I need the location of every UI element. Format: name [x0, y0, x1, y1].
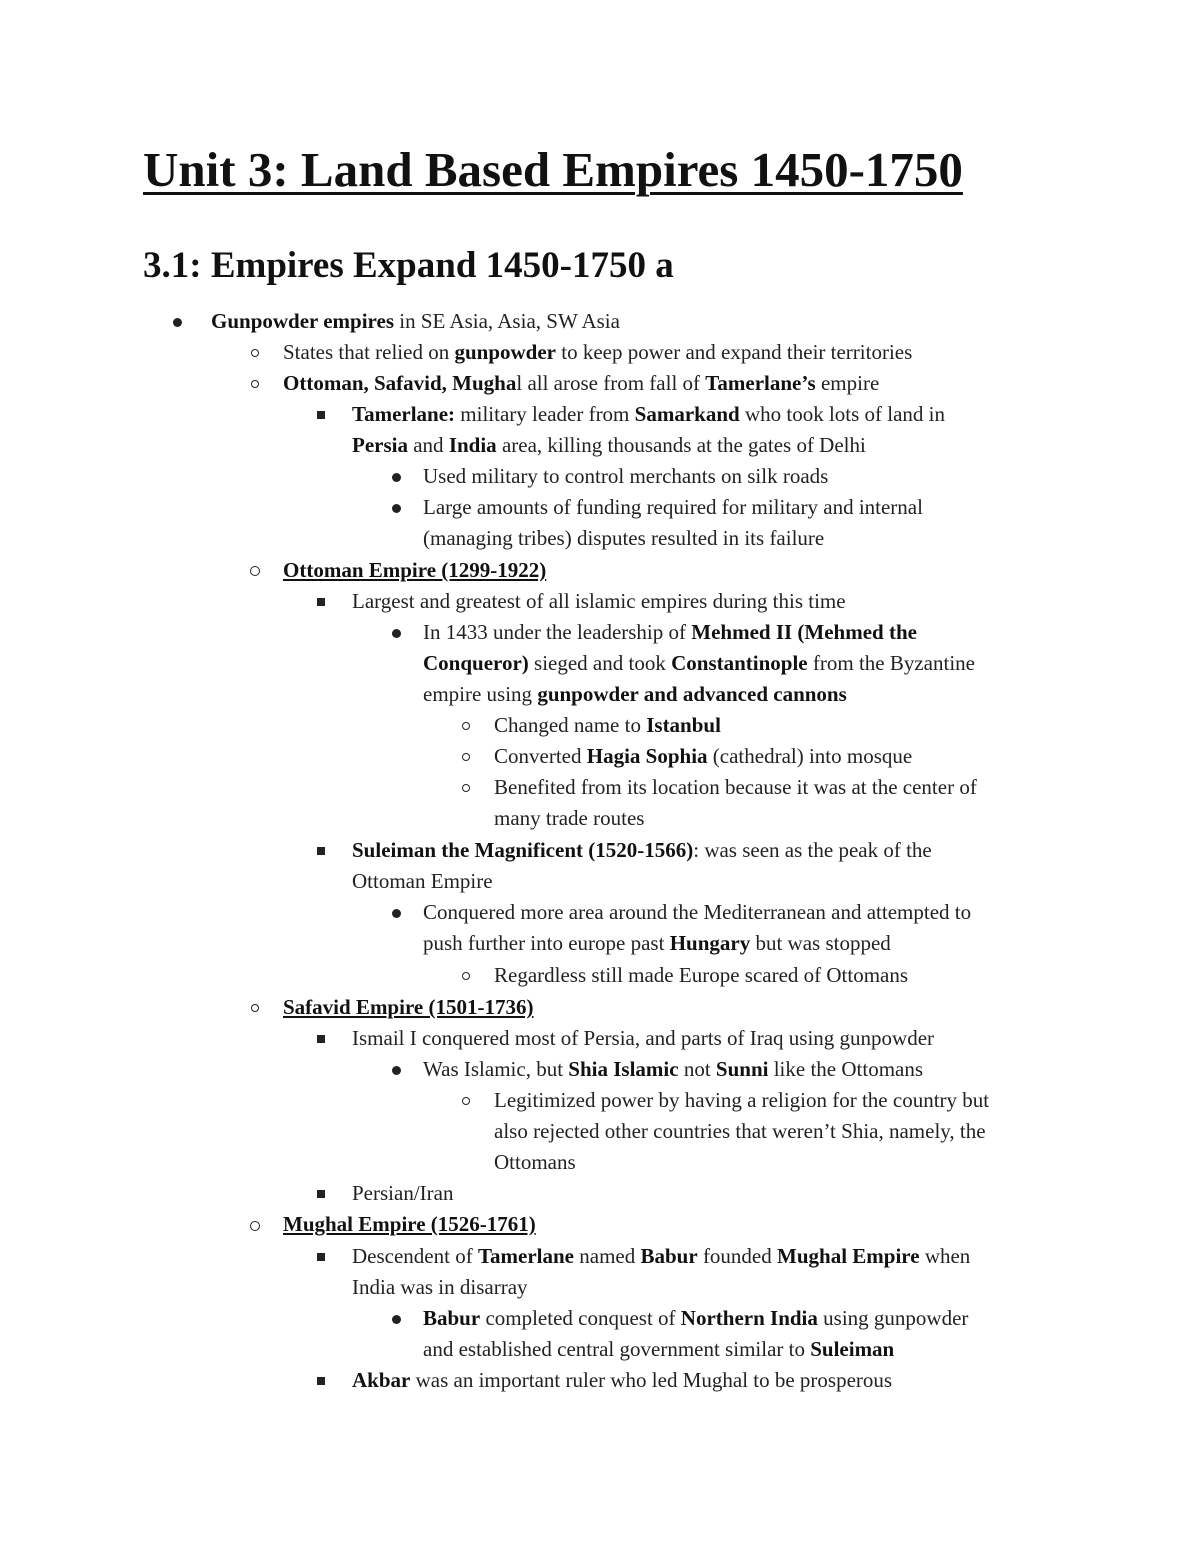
list-item: Babur completed conquest of Northern India using gunpowder — [423, 1306, 969, 1330]
bullet-disc-icon — [392, 1066, 401, 1075]
bullet-circle-icon — [251, 380, 259, 388]
bullet-disc-icon — [392, 473, 401, 482]
list-item: States that relied on gunpowder to keep power and expand their territories — [283, 340, 913, 364]
bullet-circle-icon — [250, 566, 260, 576]
list-item: Converted Hagia Sophia (cathedral) into mosque — [494, 744, 913, 768]
list-item: Conquered more area around the Mediterranean and attempted to — [423, 900, 972, 924]
list-item-continuation: Ottoman Empire — [352, 869, 493, 893]
bullet-circle-icon — [251, 349, 259, 357]
bullet-circle-icon — [250, 1221, 260, 1231]
list-item-continuation: push further into europe past Hungary but was stopped — [423, 931, 891, 955]
list-item-continuation: Persia and India area, killing thousands at the gates of Delhi — [352, 433, 866, 457]
list-item-gunpowder-empires: Gunpowder empires in SE Asia, Asia, SW Asia — [211, 309, 620, 333]
list-item-akbar: Akbar was an important ruler who led Mughal to be prosperous — [352, 1368, 893, 1392]
bullet-square-icon — [317, 1253, 325, 1261]
list-item-continuation: Conqueror) sieged and took Constantinople from the Byzantine — [423, 651, 975, 675]
bullet-circle-icon — [462, 753, 470, 761]
list-item: Persian/Iran — [352, 1181, 454, 1205]
section-heading: 3.1: Empires Expand 1450-1750 a — [143, 245, 674, 286]
bullet-disc-icon — [173, 318, 182, 327]
bullet-square-icon — [317, 1035, 325, 1043]
list-item: Legitimized power by having a religion for the country but — [494, 1088, 990, 1112]
list-item: Changed name to Istanbul — [494, 713, 721, 737]
list-item: Descendent of Tamerlane named Babur founded Mughal Empire when — [352, 1244, 971, 1268]
list-item: Used military to control merchants on silk roads — [423, 464, 829, 488]
bullet-circle-icon — [462, 1097, 470, 1105]
list-item-continuation: Ottomans — [494, 1150, 576, 1174]
list-item: Was Islamic, but Shia Islamic not Sunni like the Ottomans — [423, 1057, 924, 1081]
list-item-safavid-empire: Safavid Empire (1501-1736) — [283, 995, 534, 1019]
bullet-square-icon — [317, 847, 325, 855]
page-title: Unit 3: Land Based Empires 1450-1750 — [143, 142, 963, 197]
list-item-continuation: (managing tribes) disputes resulted in its failure — [423, 526, 825, 550]
list-item: In 1433 under the leadership of Mehmed II (Mehmed the — [423, 620, 917, 644]
list-item: Ottoman, Safavid, Mughal all arose from fall of Tamerlane’s empire — [283, 371, 880, 395]
bullet-disc-icon — [392, 504, 401, 513]
list-item: Ismail I conquered most of Persia, and parts of Iraq using gunpowder — [352, 1026, 935, 1050]
list-item: Benefited from its location because it was at the center of — [494, 775, 977, 799]
bullet-circle-icon — [251, 1004, 259, 1012]
list-item: Large amounts of funding required for military and internal — [423, 495, 923, 519]
bullet-square-icon — [317, 1190, 325, 1198]
list-item: Largest and greatest of all islamic empires during this time — [352, 589, 846, 613]
bullet-square-icon — [317, 598, 325, 606]
list-item-continuation: and established central government similar to Suleiman — [423, 1337, 895, 1361]
bullet-square-icon — [317, 1377, 325, 1385]
list-item-continuation: India was in disarray — [352, 1275, 528, 1299]
bullet-disc-icon — [392, 629, 401, 638]
bullet-square-icon — [317, 411, 325, 419]
list-item-suleiman: Suleiman the Magnificent (1520-1566): was seen as the peak of the — [352, 838, 932, 862]
bullet-circle-icon — [462, 784, 470, 792]
list-item-continuation: many trade routes — [494, 806, 645, 830]
list-item-continuation: empire using gunpowder and advanced cannons — [423, 682, 847, 706]
bullet-circle-icon — [462, 972, 470, 980]
list-item: Regardless still made Europe scared of Ottomans — [494, 963, 909, 987]
list-item-mughal-empire: Mughal Empire (1526-1761) — [283, 1212, 536, 1236]
list-item-ottoman-empire: Ottoman Empire (1299-1922) — [283, 558, 547, 582]
list-item-tamerlane: Tamerlane: military leader from Samarkand who took lots of land in — [352, 402, 946, 426]
bullet-disc-icon — [392, 909, 401, 918]
bullet-disc-icon — [392, 1315, 401, 1324]
bullet-circle-icon — [462, 722, 470, 730]
list-item-continuation: also rejected other countries that weren’t Shia, namely, the — [494, 1119, 986, 1143]
